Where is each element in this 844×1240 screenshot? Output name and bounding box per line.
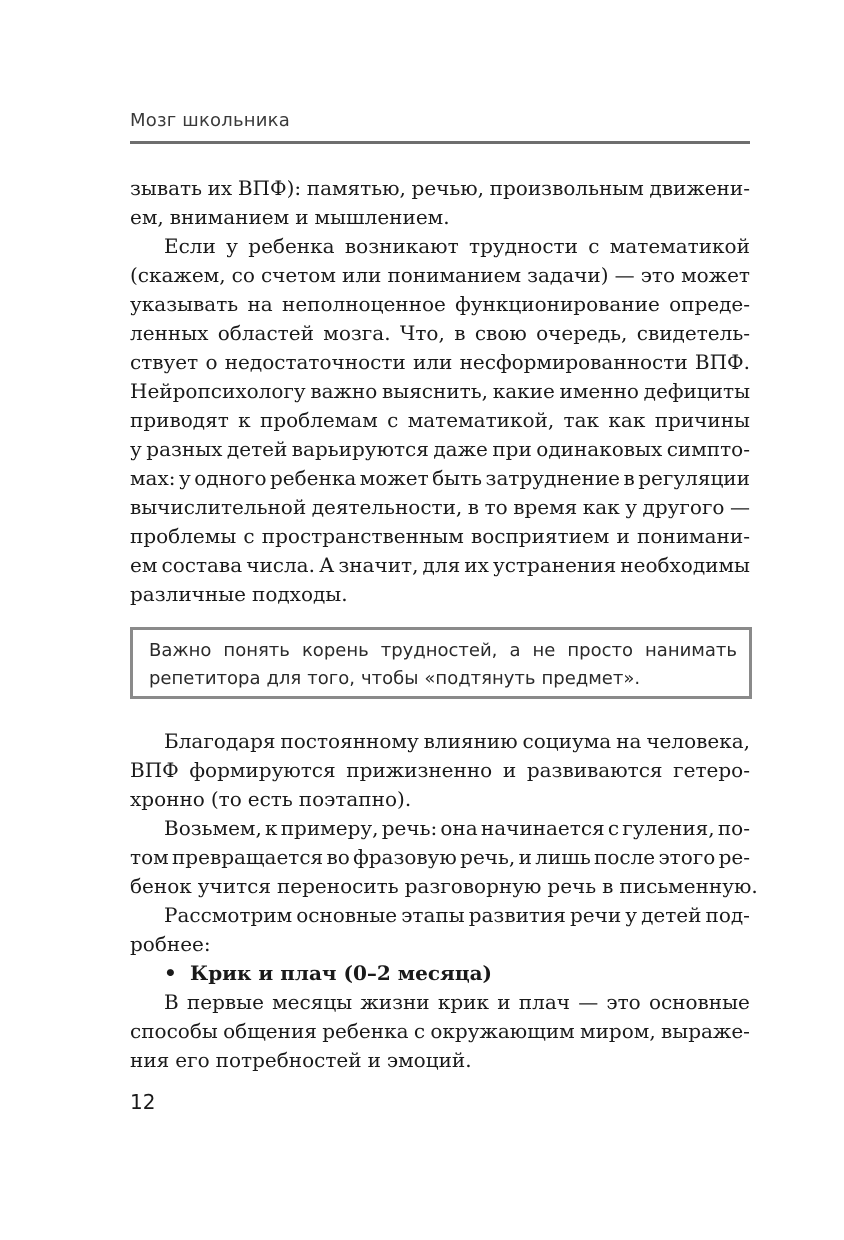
word: разговорную: [404, 874, 542, 898]
word: месяцы: [272, 990, 353, 1014]
word: в: [602, 874, 614, 898]
word: переносить: [276, 874, 399, 898]
word: (то: [210, 787, 242, 811]
word: областей: [217, 321, 314, 345]
word: ВПФ: [130, 758, 179, 782]
word: как: [608, 408, 646, 432]
callout-text: [149, 637, 737, 693]
word: или: [341, 263, 382, 287]
header-rule: [130, 141, 750, 144]
word: гетеро-: [673, 758, 750, 782]
text-line: [130, 580, 750, 609]
text-line: [130, 232, 750, 261]
word: —: [730, 495, 750, 519]
word: может: [359, 466, 429, 490]
text-line: [130, 551, 750, 580]
word: ния: [130, 1048, 170, 1072]
word: —: [614, 263, 635, 287]
word: проблемы: [130, 524, 237, 548]
word: речи: [569, 903, 622, 927]
word: плач: [518, 990, 570, 1014]
word: ствует: [130, 350, 199, 374]
word: приводят: [130, 408, 229, 432]
text-line: [130, 727, 750, 756]
word: функционирование: [455, 292, 660, 316]
word: социума: [522, 729, 612, 753]
word: (скажем,: [130, 263, 226, 287]
word: и: [502, 758, 517, 782]
word: речь:: [381, 816, 438, 840]
word: постоянному: [280, 729, 419, 753]
word: развиваются: [526, 758, 663, 782]
word: речь: [547, 874, 597, 898]
text-line: [130, 988, 750, 1017]
word: основные: [648, 990, 750, 1014]
word: хронно: [130, 787, 205, 811]
word: Нейропсихологу: [130, 379, 306, 403]
word: письменную.: [619, 874, 758, 898]
text-line: [130, 203, 750, 232]
word: в: [454, 321, 466, 345]
word: разных: [146, 437, 223, 461]
bullet-item: [130, 959, 750, 988]
text-line: [130, 290, 750, 319]
word: возникают: [344, 234, 459, 258]
text-line: [130, 261, 750, 290]
word: пониманием: [387, 263, 522, 287]
bullet-text: Крик и плач (0–2 месяца): [190, 961, 493, 985]
paragraph-block-1: [130, 174, 750, 609]
word: гуления,: [622, 816, 715, 840]
word: В: [164, 990, 179, 1014]
text-line: [130, 930, 750, 959]
word: это: [606, 990, 641, 1014]
word: свидетель-: [636, 321, 750, 345]
word: репетитора: [149, 668, 261, 689]
word: речь,: [460, 845, 516, 869]
word: и: [295, 205, 309, 229]
text-line: [130, 522, 750, 551]
text-line: [130, 406, 750, 435]
word: прижизненно: [346, 758, 493, 782]
text-line: [130, 785, 750, 814]
word: этого: [658, 845, 716, 869]
word: Если: [164, 234, 216, 258]
word: свою: [474, 321, 527, 345]
word: с: [607, 816, 620, 840]
word: Рассмотрим: [164, 903, 293, 927]
word: состава: [161, 553, 243, 577]
word: поэтапно).: [298, 787, 412, 811]
word: том: [130, 845, 169, 869]
word: проблемам: [259, 408, 378, 432]
word: Важно: [149, 640, 212, 661]
word: вниманием: [169, 205, 290, 229]
word: устранения: [492, 553, 617, 577]
word: к: [265, 816, 278, 840]
word: ВПФ.: [694, 350, 750, 374]
word: мах:: [130, 466, 176, 490]
word: то: [484, 495, 508, 519]
text-line: [130, 464, 750, 493]
word: а: [509, 640, 521, 661]
word: задачи): [527, 263, 609, 287]
text-line: [130, 435, 750, 464]
word: важно: [310, 379, 378, 403]
word: быть: [432, 466, 483, 490]
word: способы: [130, 1019, 218, 1043]
word: понимани-: [637, 524, 750, 548]
text-line: [130, 377, 750, 406]
word: речью,: [411, 176, 485, 200]
word: со: [231, 263, 255, 287]
word: детей: [641, 903, 702, 927]
word: детей: [226, 437, 288, 461]
word: как: [582, 495, 620, 519]
word: их: [464, 553, 489, 577]
word: миром,: [580, 1019, 656, 1043]
running-title: Мозг школьника: [130, 110, 290, 131]
word: пространственным: [261, 524, 464, 548]
word: деятельности,: [311, 495, 463, 519]
word: «подтянуть: [424, 668, 536, 689]
word: у: [130, 437, 142, 461]
word: учится: [197, 874, 271, 898]
word: у: [178, 466, 191, 490]
word: различные: [130, 582, 246, 606]
word: превращается: [171, 845, 324, 869]
word: необходимы: [620, 553, 750, 577]
word: затруднение: [485, 466, 620, 490]
word: дефициты: [643, 379, 750, 403]
word: просто: [567, 640, 633, 661]
text-line: [130, 1017, 750, 1046]
word: его: [175, 1048, 210, 1072]
paragraph-block-2: [130, 727, 758, 988]
word: влиянию: [423, 729, 518, 753]
word: счетом: [260, 263, 336, 287]
word: и: [497, 990, 511, 1014]
word: у: [625, 495, 638, 519]
word: понять: [223, 640, 290, 661]
text-line: [130, 814, 750, 843]
word: несформированности: [459, 350, 688, 374]
word: выраже-: [661, 1019, 750, 1043]
word: ВПФ):: [237, 176, 302, 200]
word: к: [238, 408, 251, 432]
word: ленных: [130, 321, 209, 345]
word: и: [518, 845, 532, 869]
word: Что,: [399, 321, 445, 345]
word: человека,: [646, 729, 750, 753]
word: и: [616, 524, 630, 548]
text-line: [130, 1046, 750, 1075]
word: так: [563, 408, 600, 432]
word: мышлением.: [314, 205, 450, 229]
word: выяснить,: [382, 379, 488, 403]
text-line: [130, 174, 750, 203]
word: опреде-: [669, 292, 750, 316]
word: после: [594, 845, 656, 869]
word: и: [367, 1048, 381, 1072]
word: недостаточности: [224, 350, 406, 374]
word: для: [422, 553, 461, 577]
word: первые: [186, 990, 264, 1014]
word: в: [467, 495, 480, 519]
word: примеру,: [280, 816, 379, 840]
word: по-: [717, 816, 750, 840]
word: движени-: [649, 176, 750, 200]
word: лишь: [535, 845, 591, 869]
word: основные: [296, 903, 398, 927]
word: о: [205, 350, 218, 374]
word: начинается: [480, 816, 605, 840]
word: предмет».: [541, 668, 641, 689]
word: вычислительной: [130, 495, 307, 519]
word: крик: [437, 990, 489, 1014]
word: чтобы: [360, 668, 419, 689]
word: фразовую: [353, 845, 457, 869]
word: варьируются: [291, 437, 429, 461]
word: ребенка: [322, 1019, 409, 1043]
word: их: [207, 176, 233, 200]
word: одинаковых: [536, 437, 663, 461]
word: другого: [642, 495, 725, 519]
word: трудности: [469, 234, 578, 258]
page-number: 12: [130, 1090, 156, 1114]
word: регуляции: [638, 466, 750, 490]
word: математикой: [609, 234, 750, 258]
callout-box: [130, 627, 752, 699]
paragraph-block-3: [130, 988, 750, 1075]
text-line: [149, 637, 737, 665]
word: подходы.: [251, 582, 348, 606]
bullet-mark: •: [164, 961, 177, 985]
word: с: [387, 408, 399, 432]
word: робнее:: [130, 932, 211, 956]
word: значит,: [338, 553, 419, 577]
word: какие: [492, 379, 555, 403]
word: с: [588, 234, 600, 258]
word: бенок: [130, 874, 192, 898]
word: произвольным: [489, 176, 644, 200]
word: А: [319, 553, 335, 577]
word: одного: [194, 466, 267, 490]
word: у: [226, 234, 238, 258]
word: математикой,: [407, 408, 555, 432]
word: окружающим: [430, 1019, 575, 1043]
word: есть: [247, 787, 293, 811]
word: зывать: [130, 176, 202, 200]
word: Возьмем,: [164, 816, 262, 840]
word: потребностей: [215, 1048, 362, 1072]
word: ребенка: [269, 466, 357, 490]
text-line: [149, 665, 737, 693]
word: с: [243, 524, 255, 548]
text-line: [130, 756, 750, 785]
text-line: [130, 348, 750, 377]
word: числа.: [246, 553, 315, 577]
word: эмоций.: [386, 1048, 472, 1072]
word: или: [412, 350, 453, 374]
word: того,: [307, 668, 355, 689]
word: для: [266, 668, 302, 689]
word: ем: [130, 553, 158, 577]
word: у: [625, 903, 638, 927]
word: с: [413, 1019, 426, 1043]
word: на: [247, 292, 273, 316]
word: корень: [301, 640, 369, 661]
word: —: [578, 990, 599, 1014]
word: именно: [559, 379, 639, 403]
word: развития: [468, 903, 566, 927]
word: мозга.: [323, 321, 391, 345]
word: ре-: [718, 845, 750, 869]
word: трудностей,: [380, 640, 498, 661]
word: может: [681, 263, 750, 287]
text-line: [130, 493, 750, 522]
word: время: [513, 495, 578, 519]
word: причины: [654, 408, 750, 432]
word: жизни: [360, 990, 430, 1014]
text-line: [130, 319, 750, 348]
word: нанимать: [645, 640, 737, 661]
word: это: [640, 263, 675, 287]
word: Благодаря: [164, 729, 276, 753]
word: под-: [705, 903, 750, 927]
word: симпто-: [666, 437, 750, 461]
word: ребенка: [248, 234, 335, 258]
word: она: [440, 816, 478, 840]
word: восприятием: [470, 524, 610, 548]
word: общения: [223, 1019, 317, 1043]
text-line: [130, 872, 758, 901]
word: очередь,: [536, 321, 628, 345]
text-line: [130, 843, 750, 872]
word: даже: [433, 437, 488, 461]
word: ем,: [130, 205, 164, 229]
word: указывать: [130, 292, 239, 316]
word: формируются: [189, 758, 336, 782]
word: во: [326, 845, 350, 869]
text-line: [130, 901, 750, 930]
word: на: [616, 729, 642, 753]
word: при: [492, 437, 532, 461]
word: памятью,: [306, 176, 406, 200]
word: неполноценное: [281, 292, 446, 316]
word: не: [532, 640, 556, 661]
word: этапы: [401, 903, 465, 927]
word: в: [623, 466, 635, 490]
